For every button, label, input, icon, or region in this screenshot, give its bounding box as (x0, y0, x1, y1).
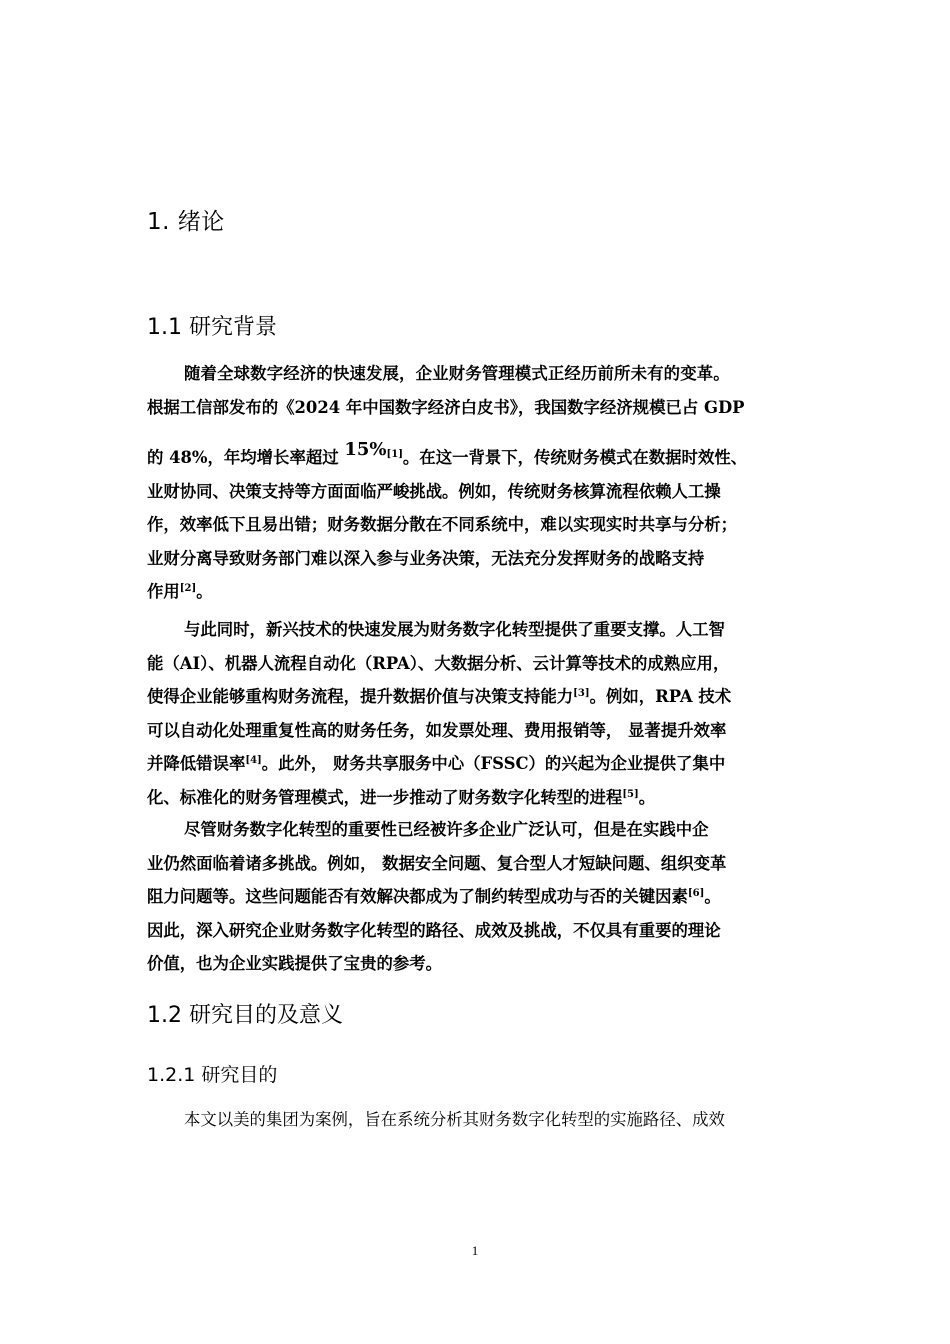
text-line: 业财协同、决策支持等方面面临严峻挑战。例如，传统财务核算流程依赖人工操 (147, 481, 721, 501)
text-span: GDP (703, 397, 745, 417)
page-number: 1 (471, 1243, 479, 1258)
growth-rate: 15% (344, 439, 387, 460)
text-line: 可以自动化处理重复性高的财务任务，如发票处理、费用报销等， 显著提升效率 (147, 720, 727, 740)
text-span: 根据工信部发布的《 (147, 397, 295, 417)
text-span: 。 (638, 787, 656, 807)
citation-ref: [4] (245, 755, 262, 766)
text-line (147, 680, 807, 714)
text-line: 因此，深入研究企业财务数字化转型的路径、成效及挑战，不仅具有重要的理论 (147, 920, 721, 940)
citation-ref: [3] (573, 688, 590, 699)
paragraph-background-3 (147, 813, 807, 981)
text-span: 阻力问题等。这些问题能否有效解决都成为了制约转型成功与否的关键因素 (147, 887, 688, 906)
text-line (147, 747, 807, 781)
paragraph-purpose (147, 1103, 807, 1137)
text-line: 能（AI）、机器人流程自动化（RPA）、大数据分析、云计算等技术的成熟应用， (147, 653, 730, 673)
section-heading-1-1: 1.1 研究背景 (147, 315, 277, 340)
text-line: 本文以美的集团为案例，旨在系统分析其财务数字化转型的实施路径、成效 (184, 1110, 725, 1129)
chapter-heading: 1. 绪论 (147, 209, 225, 235)
text-span: 作用 (147, 582, 180, 601)
text-span: 。此外， 财务共享服务中心（FSSC）的兴起为企业提供了集中 (261, 754, 726, 773)
text-line: 作，效率低下且易出错；财务数据分散在不同系统中，难以实现实时共享与分析； (147, 515, 738, 534)
text-line: 尽管财务数字化转型的重要性已经被许多企业广泛认可，但是在实践中企 (184, 820, 709, 839)
text-line (147, 781, 807, 815)
citation-ref: [1] (386, 449, 403, 460)
text-span: 。例如， (589, 687, 656, 706)
paragraph-background-2 (147, 613, 807, 814)
text-line: 随着全球数字经济的快速发展，企业财务管理模式正经历前所未有的变革。 (184, 364, 730, 383)
text-span: 技术 (692, 687, 732, 706)
text-line (147, 391, 807, 425)
text-span: RPA (655, 687, 693, 706)
text-span: 的 (147, 448, 170, 467)
text-span: ，年均增长率超过 (207, 448, 345, 467)
text-span: 。 (196, 582, 213, 601)
text-line (147, 880, 807, 914)
citation-ref: [6] (687, 888, 705, 899)
text-span: 48% (169, 448, 208, 467)
text-span: 。在这一背景下，传统财务模式在数据时效性、 (402, 448, 748, 467)
text-span: 2024 (294, 397, 341, 417)
text-line (147, 433, 807, 475)
citation-ref: [2] (179, 583, 197, 594)
text-line: 业仍然面临着诸多挑战。例如， 数据安全问题、复合型人才短缺问题、组织变革 (147, 853, 727, 873)
text-span: 使得企业能够重构财务流程，提升数据价值与决策支持能力 (147, 687, 574, 706)
text-line: 业财分离导致财务部门难以深入参与业务决策，无法充分发挥财务的战略支持 (147, 548, 705, 568)
paragraph-background-1 (147, 357, 807, 609)
text-span: 。 (704, 887, 721, 906)
text-span: 年中国数字经济白皮书》，我国数字经济规模已占 (340, 397, 704, 417)
citation-ref: [5] (622, 788, 639, 800)
subsection-heading-1-2-1: 1.2.1 研究目的 (147, 1064, 278, 1086)
text-line: 与此同时，新兴技术的快速发展为财务数字化转型提供了重要支撑。人工智 (184, 620, 725, 639)
text-span: 并降低错误率 (147, 754, 246, 773)
text-line (147, 575, 807, 609)
text-span: 化、标准化的财务管理模式，进一步推动了财务数字化转型的进程 (147, 787, 623, 807)
text-line: 价值，也为企业实践提供了宝贵的参考。 (147, 954, 443, 973)
section-heading-1-2: 1.2 研究目的及意义 (147, 1003, 343, 1028)
